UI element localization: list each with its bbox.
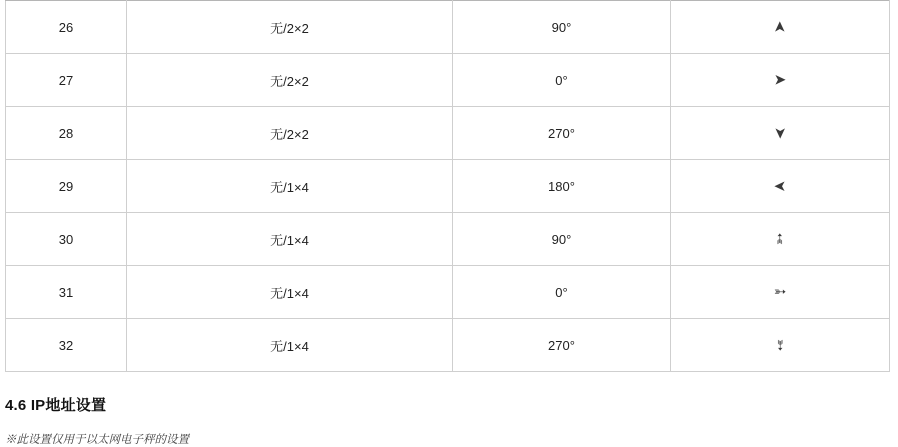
- symbol-wrap: [671, 1, 889, 53]
- cell-symbol: [671, 266, 890, 319]
- symbol-wrap: [671, 266, 889, 318]
- display-orientation-table: [5, 0, 890, 372]
- cell-symbol: [671, 54, 890, 107]
- symbol-wrap: [671, 54, 889, 106]
- cell-type: 无/1×4: [127, 160, 453, 213]
- symbol-wrap: [671, 213, 889, 265]
- cell-symbol: [671, 1, 890, 54]
- symbol-wrap: [671, 160, 889, 212]
- table-row: [6, 1, 890, 54]
- cell-symbol: [671, 107, 890, 160]
- arrow-icon: ➳: [773, 282, 787, 301]
- cell-symbol: [671, 160, 890, 213]
- cell-type: 无/1×4: [127, 319, 453, 372]
- cell-angle: 90°: [453, 1, 671, 54]
- symbol-wrap: [671, 107, 889, 159]
- cell-no: 27: [6, 54, 127, 107]
- cell-symbol: [671, 319, 890, 372]
- cell-no: 31: [6, 266, 127, 319]
- cell-type: 无/2×2: [127, 107, 453, 160]
- cell-no: 32: [6, 319, 127, 372]
- cell-type: 无/2×2: [127, 1, 453, 54]
- arrow-icon: ➤: [770, 20, 789, 34]
- cell-type: 无/1×4: [127, 213, 453, 266]
- cell-no: 28: [6, 107, 127, 160]
- arrow-icon: ➤: [773, 70, 787, 89]
- cell-symbol: [671, 213, 890, 266]
- cell-no: 29: [6, 160, 127, 213]
- cell-angle: 270°: [453, 319, 671, 372]
- cell-no: 30: [6, 213, 127, 266]
- cell-angle: 270°: [453, 107, 671, 160]
- arrow-icon: ➤: [773, 177, 787, 196]
- cell-angle: 0°: [453, 266, 671, 319]
- symbol-wrap: [671, 319, 889, 371]
- arrow-icon: ➳: [770, 232, 789, 246]
- cell-type: 无/2×2: [127, 54, 453, 107]
- cell-no: 26: [6, 1, 127, 54]
- table-row: [6, 319, 890, 372]
- table-row: [6, 160, 890, 213]
- cell-type: 无/1×4: [127, 266, 453, 319]
- arrow-icon: ➤: [771, 126, 790, 140]
- table-body: [6, 1, 890, 372]
- section-note: ※此设置仅用于以太网电子秤的设置: [5, 434, 189, 446]
- cell-angle: 0°: [453, 54, 671, 107]
- table-row: [6, 266, 890, 319]
- table-row: [6, 213, 890, 266]
- table-row: [6, 107, 890, 160]
- arrow-icon: ➳: [771, 338, 790, 352]
- cell-angle: 180°: [453, 160, 671, 213]
- cell-angle: 90°: [453, 213, 671, 266]
- section-heading: 4.6 IP地址设置: [5, 397, 107, 414]
- table-row: [6, 54, 890, 107]
